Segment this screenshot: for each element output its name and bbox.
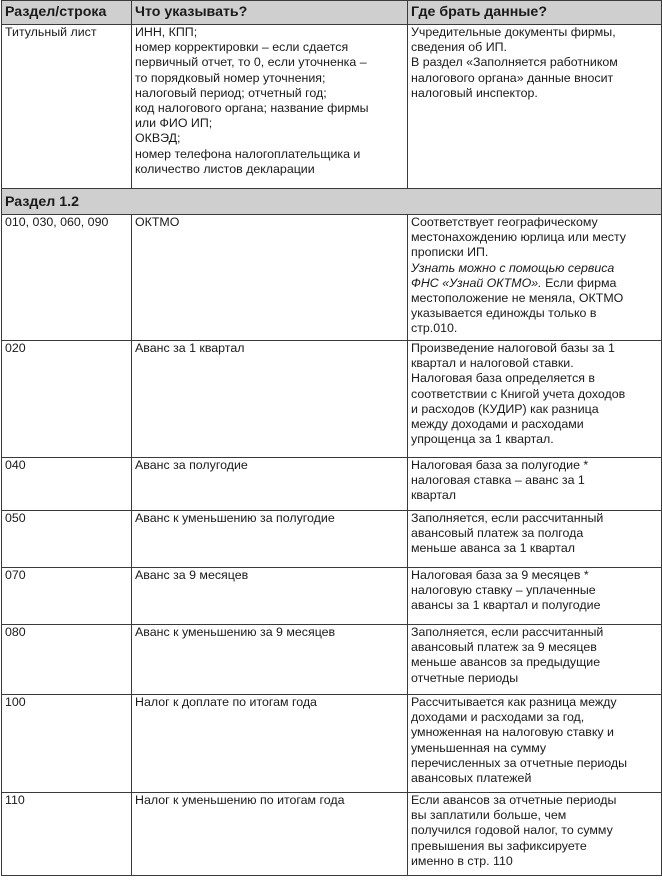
row-code: 080	[2, 625, 132, 695]
table-row	[2, 568, 662, 625]
text-line: местоположение не меняла, ОКТМО	[411, 291, 624, 306]
table-row	[2, 215, 662, 341]
row-code: 010, 030, 060, 090	[2, 215, 132, 341]
text-line: Если фирма	[545, 275, 617, 290]
tax-declaration-table	[1, 0, 662, 876]
row-code: 110	[2, 793, 132, 876]
header-row	[2, 1, 662, 25]
row-where	[408, 215, 662, 341]
text-line: налоговый период; отчетный год;	[135, 85, 327, 100]
text-line: отчетные периоды	[411, 670, 519, 685]
text-line: ИНН, КПП;	[135, 25, 198, 39]
text-line: Налоговая база определяется в	[411, 371, 596, 386]
table-row	[2, 458, 662, 511]
table-row	[2, 625, 662, 695]
row-what: Аванс за 1 квартал	[132, 341, 408, 458]
row-what: Аванс за полугодие	[132, 458, 408, 511]
row-code: 040	[2, 458, 132, 511]
text-line: Налоговая база за полугодие *	[411, 458, 589, 472]
text-line: перечисленных за отчетные периоды	[411, 755, 628, 770]
table-row	[2, 695, 662, 793]
text-line: меньше авансов за предыдущие	[411, 655, 601, 670]
title-page-what	[132, 25, 408, 189]
row-where	[408, 793, 662, 876]
row-what: Аванс за 9 месяцев	[132, 568, 408, 625]
text-line: прописки ИП.	[411, 245, 489, 260]
text-line: получился годовой налог, то сумму	[411, 823, 613, 838]
text-line: количество листов декларации	[135, 161, 315, 176]
row-where	[408, 695, 662, 793]
text-line: то порядковый номер уточнения;	[135, 70, 326, 85]
row-what: Аванс к уменьшению за 9 месяцев	[132, 625, 408, 695]
row-where	[408, 625, 662, 695]
text-line: Соответствует географическому	[411, 215, 598, 229]
section-row	[2, 189, 662, 215]
text-line: Заполняется, если рассчитанный	[411, 511, 604, 525]
text-line: номер корректировки – если сдается	[135, 40, 349, 55]
text-line: Узнать можно с помощью сервиса	[411, 260, 615, 275]
text-line: Учредительные документы фирмы,	[411, 25, 616, 39]
row-code: 020	[2, 341, 132, 458]
text-line: доходами и расходами за год,	[411, 710, 585, 725]
text-line: именно в стр. 110	[411, 853, 513, 868]
text-line: ФНС «Узнай ОКТМО».	[411, 275, 542, 290]
text-line: авансовый платеж за полгода	[411, 526, 584, 541]
text-line: и расходов (КУДИР) как разница	[411, 401, 599, 416]
text-line: авансы за 1 квартал и полугодие	[411, 598, 601, 613]
text-line: Налоговая база за 9 месяцев *	[411, 568, 589, 582]
row-where	[408, 568, 662, 625]
row-code: 070	[2, 568, 132, 625]
table-row	[2, 341, 662, 458]
header-what-to-specify: Что указывать?	[132, 1, 408, 25]
text-line: авансовых платежей	[411, 771, 532, 786]
text-line: умноженная на налоговую ставку и	[411, 725, 614, 740]
text-line: стр.010.	[411, 321, 458, 336]
text-line: упрощенца за 1 квартал.	[411, 432, 554, 447]
row-what: Аванс к уменьшению за полугодие	[132, 511, 408, 568]
text-line: квартал и налоговой ставки.	[411, 356, 574, 371]
text-line: сведения об ИП.	[411, 40, 507, 55]
text-line: указывается единожды только в	[411, 306, 597, 321]
title-page-row	[2, 25, 662, 189]
row-where	[408, 341, 662, 458]
row-where	[408, 511, 662, 568]
text-line: авансовый платеж за 9 месяцев	[411, 640, 597, 655]
text-line: первичный отчет, то 0, если уточненка –	[135, 55, 367, 70]
row-where	[408, 458, 662, 511]
row-code: 050	[2, 511, 132, 568]
text-line: уменьшенная на сумму	[411, 740, 547, 755]
text-line: соответствии с Книгой учета доходов	[411, 386, 626, 401]
text-line: налоговую ставку – уплаченные	[411, 583, 596, 598]
row-code: 100	[2, 695, 132, 793]
title-page-where	[408, 25, 662, 189]
row-what: Налог к уменьшению по итогам года	[132, 793, 408, 876]
text-line: Произведение налоговой базы за 1	[411, 341, 615, 355]
table-row	[2, 511, 662, 568]
text-line: вы заплатили больше, чем	[411, 808, 567, 823]
title-page-label: Титульный лист	[2, 25, 132, 189]
text-line: квартал	[411, 488, 457, 503]
text-line: Рассчитывается как разница между	[411, 695, 617, 709]
header-section-line: Раздел/строка	[2, 1, 132, 25]
text-line: местонахождению юрлица или месту	[411, 230, 626, 245]
text-line: Заполняется, если рассчитанный	[411, 625, 604, 639]
text-line: налоговый инспектор.	[411, 85, 538, 100]
text-line: налогового органа» данные вносит	[411, 70, 614, 85]
text-line: между доходами и расходами	[411, 417, 584, 432]
text-line: налоговая ставка – аванс за 1	[411, 473, 585, 488]
row-what: Налог к доплате по итогам года	[132, 695, 408, 793]
text-line: или ФИО ИП;	[135, 116, 213, 131]
text-line: код налогового органа; название фирмы	[135, 101, 369, 116]
text-line: Если авансов за отчетные периоды	[411, 793, 617, 807]
text-line: превышения вы зафиксируете	[411, 838, 587, 853]
header-data-source: Где брать данные?	[408, 1, 662, 25]
section-title: Раздел 1.2	[2, 189, 662, 215]
text-line: номер телефона налогоплательщика и	[135, 146, 361, 161]
text-line: В раздел «Заполняется работником	[411, 55, 618, 70]
row-what: ОКТМО	[132, 215, 408, 341]
text-line: меньше аванса за 1 квартал	[411, 541, 575, 556]
text-line: ОКВЭД;	[135, 131, 181, 146]
table-row	[2, 793, 662, 876]
